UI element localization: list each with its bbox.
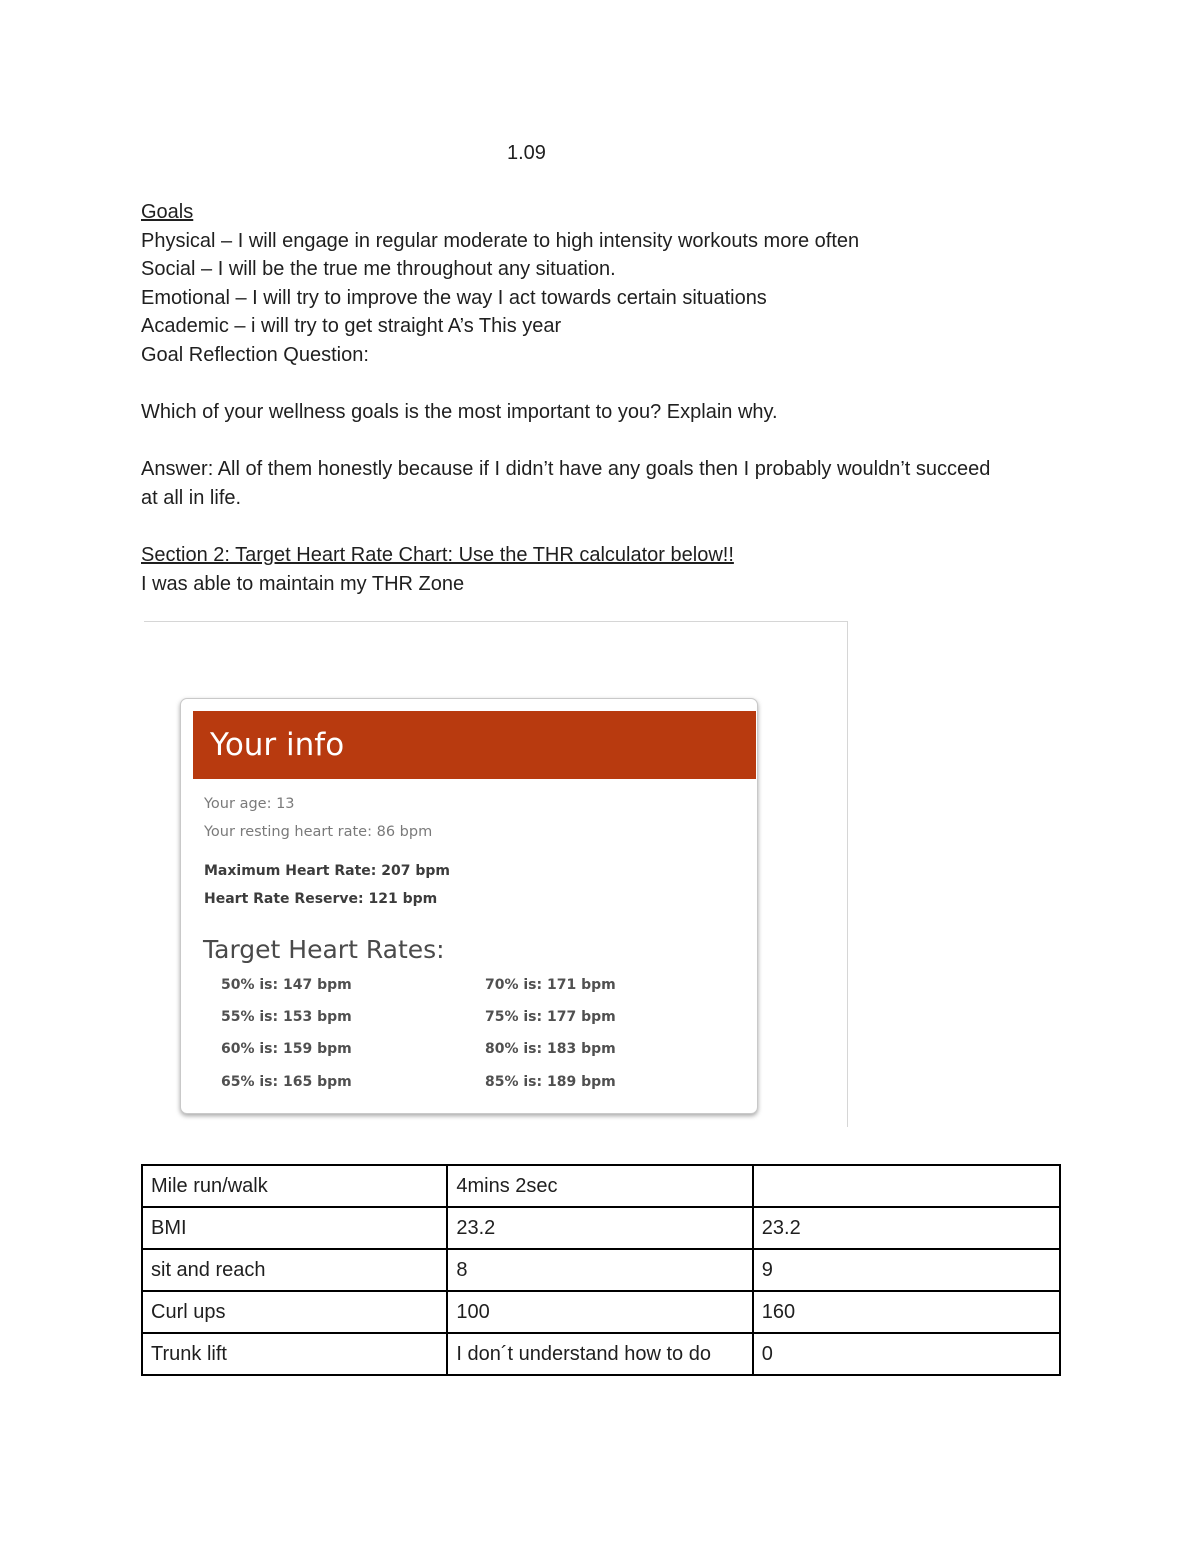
table-cell: Curl ups: [142, 1291, 447, 1333]
document-body: [141, 198, 1081, 598]
table-cell: 100: [447, 1291, 752, 1333]
table-row: [142, 1291, 1060, 1333]
your-info-card: [180, 698, 758, 1114]
page-number: 1.09: [507, 142, 546, 164]
thr-item: 60% is: 159 bpm: [221, 1041, 352, 1057]
fitness-test-table: [141, 1164, 1061, 1376]
table-cell: Mile run/walk: [142, 1165, 447, 1207]
resting-hr-readout: Your resting heart rate: 86 bpm: [204, 824, 433, 840]
goals-heading: Goals: [141, 201, 194, 223]
table-cell: 8: [447, 1249, 752, 1291]
spacer: [141, 427, 1081, 456]
table-row: [142, 1249, 1060, 1291]
your-info-title: Your info: [210, 727, 345, 763]
goal-emotional: Emotional – I will try to improve the way I act towards certain situations: [141, 286, 767, 309]
goal-social: Social – I will be the true me throughout any situation.: [141, 258, 616, 281]
table-cell: 4mins 2sec: [447, 1165, 752, 1207]
goal-academic: Academic – i will try to get straight A’s This year: [141, 315, 562, 338]
thr-item: 65% is: 165 bpm: [221, 1074, 352, 1090]
table-cell: 23.2: [447, 1207, 752, 1249]
thr-item: 70% is: 171 bpm: [485, 977, 616, 993]
table-cell: 0: [753, 1333, 1060, 1375]
table-row: [142, 1165, 1060, 1207]
table-cell: 23.2: [753, 1207, 1060, 1249]
table-cell: [753, 1165, 1060, 1207]
reflection-question: Which of your wellness goals is the most important to you? Explain why.: [141, 401, 778, 424]
spacer: [141, 370, 1081, 399]
goal-physical: Physical – I will engage in regular moderate to high intensity workouts more often: [141, 229, 860, 252]
thr-item: 50% is: 147 bpm: [221, 977, 352, 993]
table-row: [142, 1207, 1060, 1249]
table-cell: 160: [753, 1291, 1060, 1333]
section2-note: I was able to maintain my THR Zone: [141, 572, 465, 595]
reflection-answer-line-2: at all in life.: [141, 486, 242, 509]
thr-item: 75% is: 177 bpm: [485, 1009, 616, 1025]
table-row: [142, 1333, 1060, 1375]
spacer: [141, 513, 1081, 542]
table-cell: BMI: [142, 1207, 447, 1249]
section2-heading: Section 2: Target Heart Rate Chart: Use the THR calculator below!!: [141, 544, 734, 567]
goal-reflection-label: Goal Reflection Question:: [141, 343, 369, 366]
age-readout: Your age: 13: [204, 796, 295, 812]
thr-item: 85% is: 189 bpm: [485, 1074, 616, 1090]
thr-item: 55% is: 153 bpm: [221, 1009, 352, 1025]
thr-item: 80% is: 183 bpm: [485, 1041, 616, 1057]
your-info-header: [193, 711, 756, 779]
reflection-answer-line-1: Answer: All of them honestly because if I didn’t have any goals then I probably wouldn’t succeed: [141, 458, 991, 481]
thr-heading: Target Heart Rates:: [203, 935, 445, 964]
hr-reserve-readout: Heart Rate Reserve: 121 bpm: [204, 891, 438, 907]
table-cell: Trunk lift: [142, 1333, 447, 1375]
table-cell: I don´t understand how to do: [447, 1333, 752, 1375]
table-cell: sit and reach: [142, 1249, 447, 1291]
table-cell: 9: [753, 1249, 1060, 1291]
max-hr-readout: Maximum Heart Rate: 207 bpm: [204, 863, 450, 879]
